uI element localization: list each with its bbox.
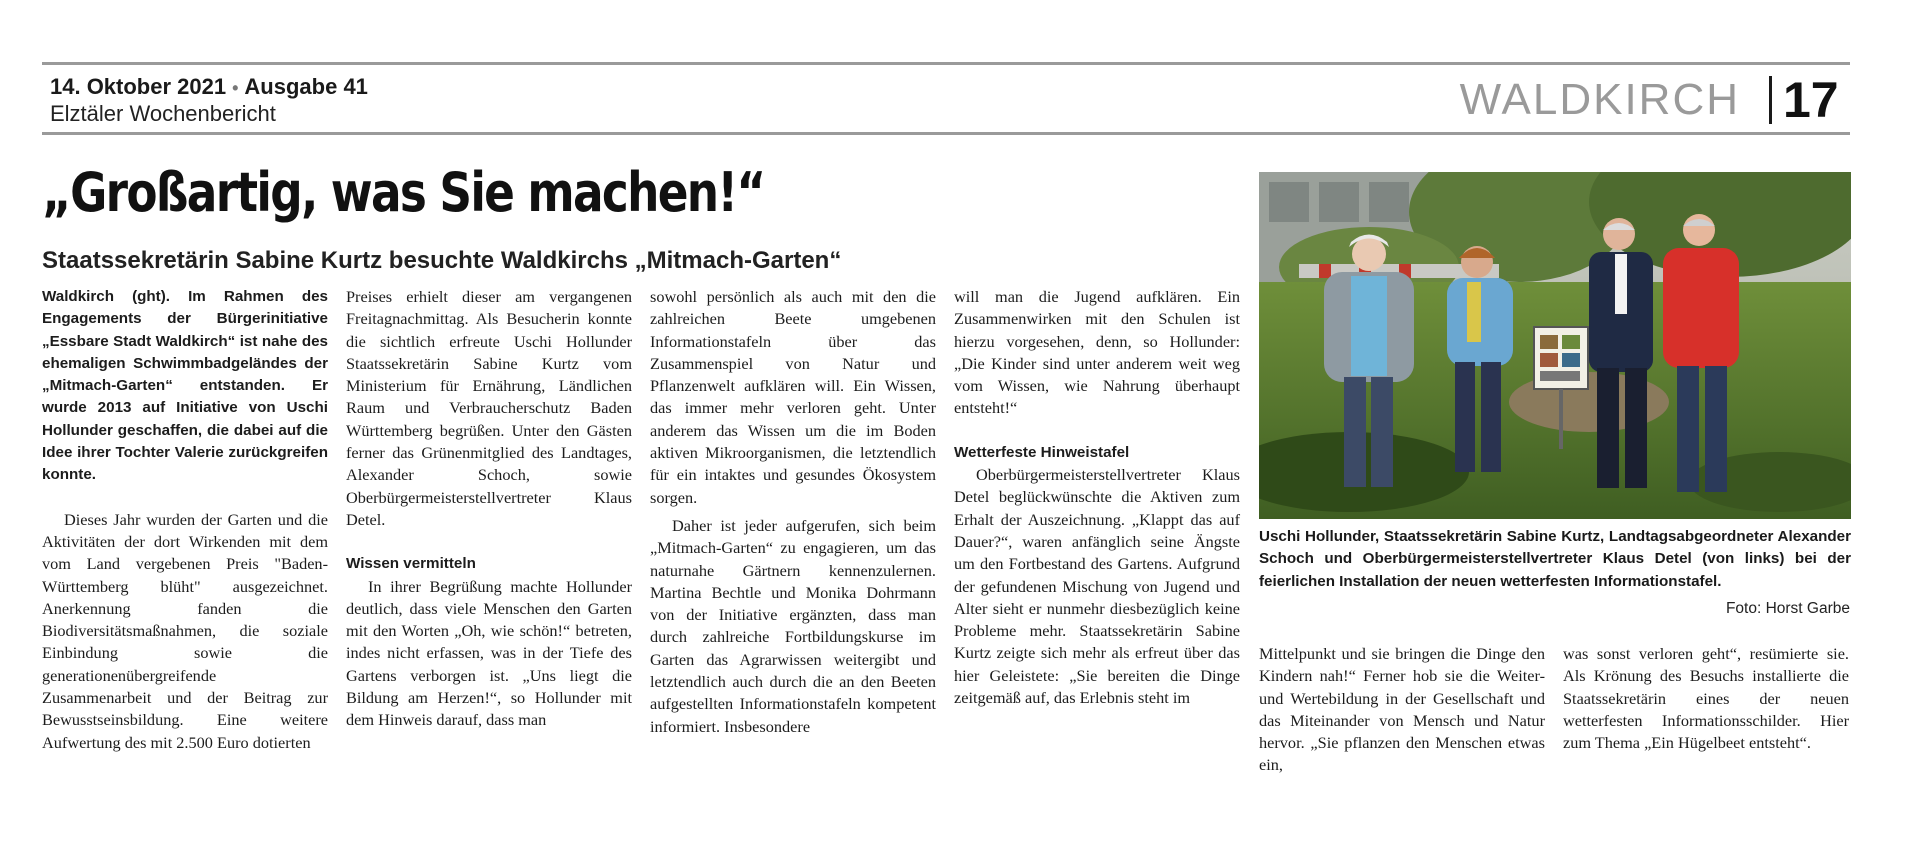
header-top-rule — [42, 62, 1850, 65]
section-subheading: Wissen vermitteln — [346, 555, 476, 573]
article-paragraph: sowohl persönlich als auch mit den die zahlreichen Beete umgebenen Informationstafeln über das Zusammenspiel von Natur und Pflanzenwelt aufklären will. Ein Wissen, das immer mehr verloren geht. Unter anderem das Wissen um die im Boden aktiven Mikroorganismen, die letztendlich für ein intaktes und gesundes Ökosystem sorgen. — [650, 287, 936, 507]
article-column-2 — [346, 286, 632, 732]
article-paragraph: Preises erhielt dieser am vergangenen Freitagnachmittag. Als Besucherin konnte die sichtlich erfreute Uschi Hollunder Staatssekretärin Sabine Kurtz vom Ministerium für Ernährung, Ländlichen Raum und Verbraucherschutz Baden Württemberg begrüßen. Unter den Gästen ferner das Grünenmitglied des Landtages, Alexander Schoch, sowie Oberbürgermeisterstellvertreter Klaus Detel. — [346, 287, 632, 529]
article-paragraph: was sonst verloren geht“, resümierte sie. Als Krönung des Besuchs installierte die Staatssekretärin eines der neuen wetterfesten Informationsschilder. Hier zum Thema „Ein Hügelbeet entsteht“. — [1563, 644, 1849, 753]
publication-name: Elztäler Wochenbericht — [50, 101, 276, 126]
article-column-3 — [650, 286, 936, 738]
article-headline: „Großartig, was Sie machen!“ — [42, 161, 765, 224]
article-column-1 — [42, 286, 328, 754]
article-paragraph: In ihrer Begrüßung machte Hollunder deutlich, dass viele Menschen den Garten mit den Worten „Oh, wie schön!“ betreten, indes nicht erfassen, was in der Tiefe des Gartens verborgen ist. „Uns liegt die Bildung am Herzen!“, so Hollunder mit dem Hinweis darauf, dass man — [346, 576, 632, 730]
article-paragraph: will man die Jugend aufklären. Ein Zusammenwirken mit den Schulen ist hierzu vorgesehen, denn, so Hollunder: „Die Kinder sind unter anderem weit weg vom Wissen, wie Nahrung überhaupt entsteht!“ — [954, 287, 1240, 418]
bullet-separator-icon: • — [232, 78, 239, 98]
masthead — [50, 74, 368, 127]
article-paragraph: Mittelpunkt und sie bringen die Dinge den Kindern nah!“ Ferner hob sie die Weiter- und Wertebildung in der Gesellschaft und das Miteinander von Mensch und Natur hervor. „Sie pflanzen den Menschen etwas ein, — [1259, 644, 1545, 775]
section-title: WALDKIRCH — [1459, 75, 1740, 124]
header-bottom-rule — [42, 132, 1850, 135]
article-paragraph: Daher ist jeder aufgerufen, sich beim „Mitmach-Garten“ zu engagieren, um das naturnahe Gärtnern kennenzulernen. Martina Bechtle und Monika Dohrmann von der Initiative ergänzten, dass man durch zahlreiche Fortbildungskurse im Garten das Agrarwissen weitergibt und letztendlich auch durch die an den Beeten aufgestellten Informationstafeln kompetent informiert. Insbesondere — [650, 515, 936, 736]
article-paragraph: Oberbürgermeisterstellvertreter Klaus Detel beglückwünschte die Aktiven zum Erhalt der Auszeichnung. „Klappt das auf Dauer?“, waren anfänglich seine Ängste um den Fortbestand des Gartens. Aufgrund der gefundenen Mischung von Jugend und Alter sieht er nunmehr diesbezüglich keine Probleme mehr. Staatssekretärin Sabine Kurtz zeigte sich mehr als erfreut über das hier Geleistete: „Sie bereiten die Dinge zeitgemäß auf, das Erlebnis steht im — [954, 465, 1240, 708]
page-number: 17 — [1783, 72, 1839, 128]
photo-caption: Uschi Hollunder, Staatssekretärin Sabine Kurtz, Landtagsabgeordneter Alexander Schoch und Oberbürgermeisterstellvertreter Klaus Detel (von links) bei der feierlichen Installation der neuen wetterfesten Informationstafel. — [1259, 528, 1851, 590]
article-column-4 — [954, 286, 1240, 709]
photo-credit: Foto: Horst Garbe — [1725, 600, 1850, 617]
article-paragraph: Dieses Jahr wurden der Garten und die Aktivitäten der dort Wirkenden mit dem vom Land vergebenen Preis "Baden-Württemberg blüht" ausgezeichnet. Anerkennung fanden die Biodiversitätsmaßnahmen, die soziale Einbindung sowie die generationenübergreifende Zusammenarbeit und der Beitrag zur Bewusstseinsbildung. Eine weitere Aufwertung des mit 2.500 Euro dotierten — [42, 509, 328, 752]
article-subheadline: Staatssekretärin Sabine Kurtz besuchte Waldkirchs „Mitmach-Garten“ — [42, 247, 842, 274]
section-subheading: Wetterfeste Hinweistafel — [954, 443, 1130, 461]
article-photo — [1259, 172, 1851, 519]
header-divider — [1769, 76, 1772, 124]
issue-date: 14. Oktober 2021 — [50, 74, 227, 99]
garden-photo-illustration — [1259, 172, 1851, 519]
issue-line — [50, 74, 368, 101]
issue-number: Ausgabe 41 — [244, 74, 368, 99]
article-lead: Waldkirch (ght). Im Rahmen des Engagements der Bürgerinitiative „Essbare Stadt Waldkirch“ ist nahe des ehemaligen Schwimmbadgeländes der „Mitmach-Garten“ entstanden. Er wurde 2013 auf Initiative von Uschi Hollunder geschaffen, die dabei auf die Idee ihrer Tochter Valerie zurückgreifen konnte. — [42, 288, 328, 484]
